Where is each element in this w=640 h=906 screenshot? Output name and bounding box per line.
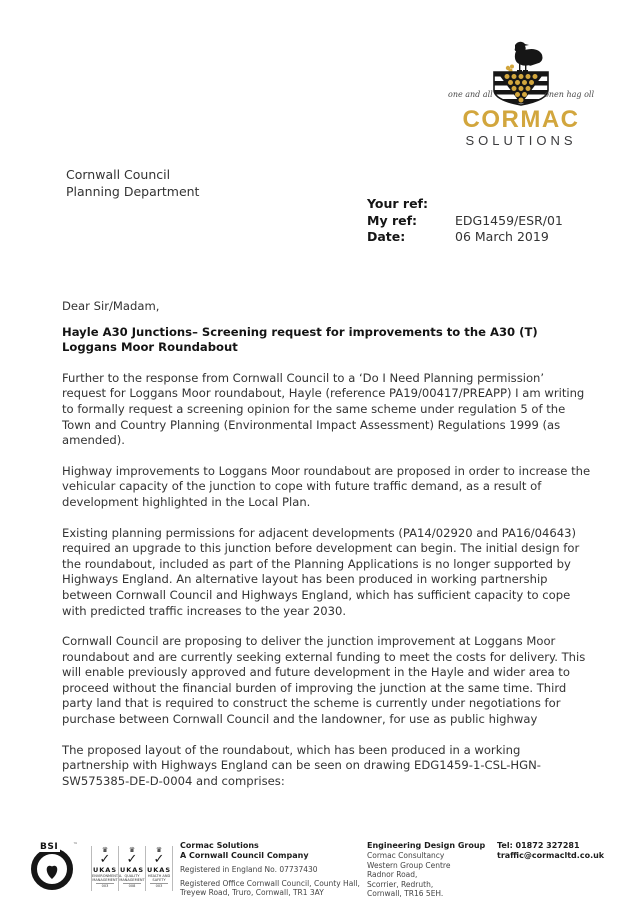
company-name: Cormac Solutions xyxy=(180,841,259,850)
ukas-mark-health-safety: ♛ ✓ UKAS HEALTH AND SAFETY 003 xyxy=(145,846,173,891)
motto-right: onen hag oll xyxy=(544,90,594,99)
your-ref-row xyxy=(367,196,563,213)
recipient-address xyxy=(66,166,199,200)
ukas-mark-environmental: ♛ ✓ UKAS ENVIRONMENTAL MANAGEMENT 003 xyxy=(91,846,119,891)
company-office-line: Treyew Road, Truro, Cornwall, TR1 3AY xyxy=(180,888,324,897)
recipient-line: Planning Department xyxy=(66,184,200,199)
subject-heading: Hayle A30 Junctions– Screening request for improvements to the A30 (T) Loggans Moor Roundabout xyxy=(62,324,538,355)
contact-email: traffic@cormacltd.co.uk xyxy=(497,851,605,860)
bsi-label: BSI xyxy=(40,842,59,852)
my-ref-label: My ref: xyxy=(367,212,418,228)
bsi-trademark: ™ xyxy=(73,842,78,848)
department-name: Engineering Design Group xyxy=(367,841,486,850)
reference-block xyxy=(367,196,563,246)
ukas-check-icon: ✓ xyxy=(153,852,165,867)
cormac-logo xyxy=(446,38,596,149)
date-label: Date: xyxy=(367,229,406,244)
footer-company-block xyxy=(180,841,365,898)
date-row xyxy=(367,229,563,246)
brand-sub-wordmark: SOLUTIONS xyxy=(465,133,577,148)
paragraph: Highway improvements to Loggans Moor roundabout are proposed in order to increase the vehicular capacity of the junction to cope with future traffic demand, as a result of development highlighted in the Local Plan. xyxy=(62,463,591,509)
company-registration: Registered in England No. 07737430 xyxy=(180,865,318,874)
ukas-check-icon: ✓ xyxy=(99,852,111,867)
bsi-kitemark-icon xyxy=(28,842,80,894)
date-value: 06 March 2019 xyxy=(455,229,549,244)
paragraph: Cornwall Council are proposing to deliver the junction improvement at Loggans Moor roundabout and are currently seeking external funding to meet the costs for delivery. This will enable previously approved and future development in the Hayle and wider area to proceed without the financial burden of improving the junction at the same time. Third party land that is required to construct the scheme is currently under negotiations for purchase between Cornwall Council and the landowner, for use as public highway xyxy=(62,634,586,727)
department-line: Scorrier, Redruth, xyxy=(367,879,434,889)
paragraph: The proposed layout of the roundabout, which has been produced in a working partnership with Highways England can be seen on drawing EDG1459-1-CSL-HGN-SW575385-DE-D-0004 and comprises: xyxy=(62,742,541,788)
bsi-heart-icon xyxy=(41,859,63,881)
your-ref-label: Your ref: xyxy=(367,196,428,211)
company-office-line: Registered Office Cornwall Council, County Hall, xyxy=(180,878,360,888)
recipient-line: Cornwall Council xyxy=(66,167,171,182)
cornwall-crest xyxy=(446,38,596,106)
my-ref-row xyxy=(367,213,563,230)
letter-body xyxy=(62,299,591,804)
ukas-crown-icon: ♛ xyxy=(128,846,136,854)
certification-logos xyxy=(28,842,173,894)
ukas-crown-icon: ♛ xyxy=(101,846,109,854)
salutation: Dear Sir/Madam, xyxy=(62,299,160,313)
my-ref-value: EDG1459/ESR/01 xyxy=(455,212,563,228)
motto-left: one and all xyxy=(448,90,493,99)
ukas-mark-quality: ♛ ✓ UKAS QUALITY MANAGEMENT 008 xyxy=(118,846,146,891)
department-line: Western Group Centre xyxy=(367,860,451,870)
footer-department-block xyxy=(367,841,492,899)
paragraph: Further to the response from Cornwall Council to a ‘Do I Need Planning permission’ request for Loggans Moor roundabout, Hayle (reference PA19/00417/PREAPP) I am writing to formally request a screening opinion for the same scheme under regulation 5 of the Town and Country Planning (Environmental Impact Assessment) Regulations 1999 (as amended). xyxy=(62,370,585,448)
company-tagline: A Cornwall Council Company xyxy=(180,851,309,860)
department-line: Cornwall, TR16 5EH. xyxy=(367,889,444,898)
contact-telephone: Tel: 01872 327281 xyxy=(497,841,580,850)
ukas-check-icon: ✓ xyxy=(126,852,138,867)
brand-wordmark: CORMAC xyxy=(462,106,580,133)
department-line: Cormac Consultancy xyxy=(367,851,445,860)
department-line: Radnor Road, xyxy=(367,870,418,879)
ukas-marks xyxy=(92,846,173,891)
footer-contact-block xyxy=(497,841,627,861)
paragraph: Existing planning permissions for adjacent developments (PA14/02920 and PA16/04643) required an upgrade to this junction before development can begin. The initial design for the roundabout, included as part of the Planning Applications is no longer supported by Highways England. An alternative layout has been produced in working partnership between Cornwall Council and Highways England, which has sufficient capacity to cope with predicted traffic increases to the year 2030. xyxy=(62,525,580,618)
ukas-crown-icon: ♛ xyxy=(155,846,163,854)
